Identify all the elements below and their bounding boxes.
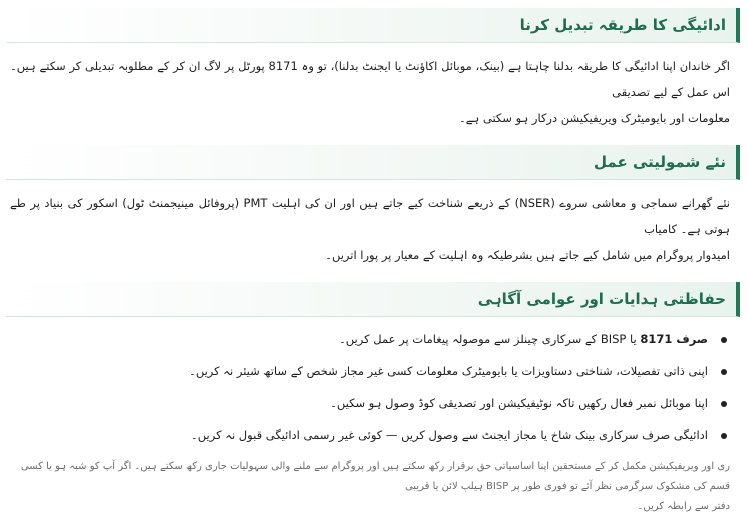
section-change-method bbox=[6, 0, 740, 131]
bullet-text: اپنا موبائل نمبر فعال رکھیں تاکہ نوٹیفیکیشن اور تصدیقی کوڈ وصول ہو سکیں۔ bbox=[330, 396, 708, 410]
section-heading-new-inclusion bbox=[6, 145, 740, 180]
footer-note-text bbox=[6, 457, 740, 517]
note-line: دفتر سے رابطہ کریں۔ bbox=[637, 501, 730, 512]
paragraph-line: اگر خاندان اپنا ادائیگی کا طریقہ بدلنا چاہتا ہے (بینک، موبائل اکاؤنٹ یا ایجنٹ بدلنا)، تو وہ 8171 پورٹل پر لاگ ان کر کے مطلوبہ تبدیلی کر سکتے ہیں۔ اس عمل کے لیے تصدیقی bbox=[10, 59, 731, 99]
section-heading-change-method bbox=[6, 8, 740, 43]
bullet-dot-icon bbox=[721, 369, 727, 375]
heading-title: ادائیگی کا طریقہ تبدیل کرنا bbox=[519, 15, 726, 34]
list-item bbox=[6, 323, 730, 355]
section-new-inclusion bbox=[6, 131, 740, 268]
bullet-emphasis: صرف 8171 bbox=[640, 332, 708, 346]
bullet-text: ادائیگی صرف سرکاری بینک شاخ یا مجاز ایجنٹ سے وصول کریں — کوئی غیر رسمی ادائیگی قبول نہ کریں۔ bbox=[191, 428, 708, 442]
note-line: ری اور ویریفیکیشن مکمل کر کے مستحقین اپنا اساسیاتی حق برقرار رکھ سکتے ہیں اور پروگرام سے ملنے والی سہولیات جاری رکھ سکتے ہیں۔ اگر آپ کو شبہ ہو یا کسی قسم کی مشکوک سرگرمی نظر آئے تو فوری طور پر BISP ہیلپ لائن یا قریبی bbox=[20, 461, 730, 492]
paragraph-line: معلومات اور بایومیٹرک ویریفیکیشن درکار ہو سکتی ہے۔ bbox=[459, 111, 730, 125]
paragraph-new-inclusion bbox=[6, 190, 740, 268]
bullet-dot-icon bbox=[721, 337, 727, 343]
bullet-dot-icon bbox=[721, 401, 727, 407]
heading-title: نئے شمولیتی عمل bbox=[594, 152, 726, 171]
list-item bbox=[6, 419, 730, 451]
safety-bullet-list bbox=[6, 323, 740, 451]
paragraph-change-method bbox=[6, 53, 740, 131]
footer-note bbox=[6, 451, 740, 517]
bullet-text: اپنی ذاتی تفصیلات، شناختی دستاویزات یا بایومیٹرک معلومات کسی غیر مجاز شخص کے ساتھ شیئر نہ کریں۔ bbox=[189, 364, 708, 378]
bullet-text: یا BISP کے سرکاری چینلز سے موصولہ پیغامات پر عمل کریں۔ bbox=[339, 332, 641, 346]
section-safety bbox=[6, 268, 740, 451]
paragraph-line: نئے گھرانے سماجی و معاشی سروے (NSER) کے ذریعے شناخت کیے جاتے ہیں اور ان کی اہلیت PMT (پروفائل مینیجمنٹ ٹول) اسکور کی بنیاد پر طے ہوتی ہے۔ کامیاب bbox=[10, 196, 730, 236]
paragraph-line: امیدوار پروگرام میں شامل کیے جاتے ہیں بشرطیکہ وہ اہلیت کے معیار پر پورا اتریں۔ bbox=[325, 248, 730, 262]
heading-title: حفاظتی ہدایات اور عوامی آگاہی bbox=[477, 289, 726, 308]
bullet-dot-icon bbox=[721, 433, 727, 439]
section-heading-safety bbox=[6, 282, 740, 317]
list-item bbox=[6, 387, 730, 419]
list-item bbox=[6, 355, 730, 387]
